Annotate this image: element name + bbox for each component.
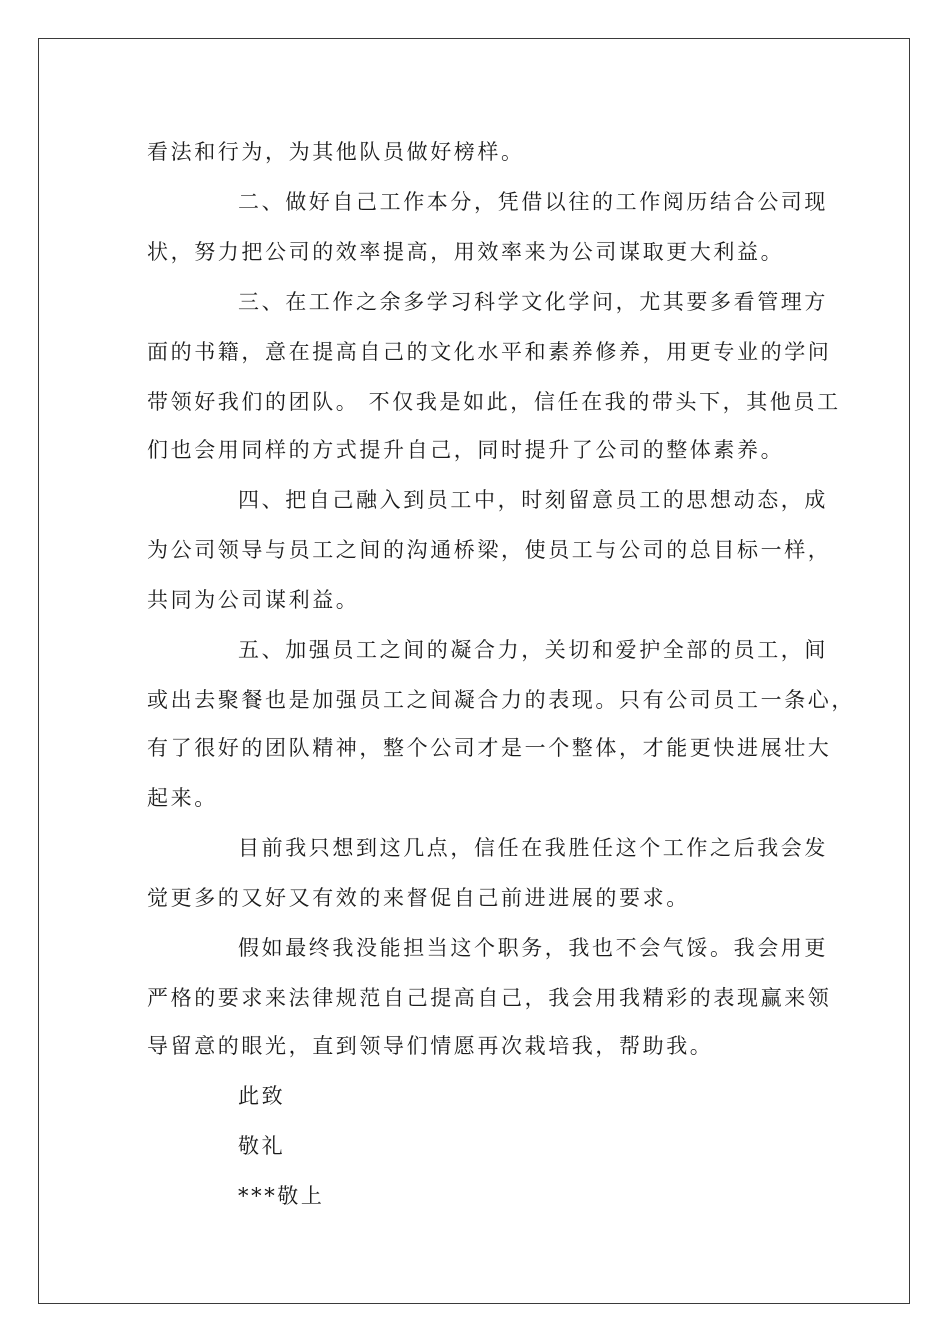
paragraph-line: 们也会用同样的方式提升自己，同时提升了公司的整体素养。	[147, 438, 785, 462]
closing-salutation: 此致	[238, 1084, 286, 1108]
page-border	[38, 38, 910, 1304]
paragraph-line: 严格的要求来法律规范自己提高自己，我会用我精彩的表现赢来领	[147, 986, 832, 1010]
paragraph-line: 为公司领导与员工之间的沟通桥梁，使员工与公司的总目标一样，	[147, 538, 832, 562]
paragraph-line: 共同为公司谋利益。	[147, 588, 360, 612]
paragraph-line: 或出去聚餐也是加强员工之间凝合力的表现。只有公司员工一条心，	[147, 688, 855, 712]
paragraph-line: 二、做好自己工作本分，凭借以往的工作阅历结合公司现	[238, 190, 828, 214]
paragraph-line: 四、把自己融入到员工中，时刻留意员工的思想动态，成	[238, 488, 828, 512]
paragraph-line: 面的书籍，意在提高自己的文化水平和素养修养，用更专业的学问	[147, 340, 832, 364]
paragraph-line: 目前我只想到这几点，信任在我胜任这个工作之后我会发	[238, 836, 828, 860]
paragraph-line: 假如最终我没能担当这个职务，我也不会气馁。我会用更	[238, 936, 828, 960]
closing-respect: 敬礼	[238, 1134, 286, 1158]
paragraph-line: 带领好我们的团队。 不仅我是如此，信任在我的带头下，其他员工	[147, 390, 841, 414]
paragraph-line: 五、加强员工之间的凝合力，关切和爱护全部的员工，间	[238, 638, 828, 662]
signature: ***敬上	[238, 1184, 325, 1208]
paragraph-line: 看法和行为，为其他队员做好榜样。	[147, 140, 525, 164]
paragraph-line: 三、在工作之余多学习科学文化学问，尤其要多看管理方	[238, 290, 828, 314]
paragraph-line: 觉更多的又好又有效的来督促自己前进进展的要求。	[147, 886, 690, 910]
paragraph-line: 状，努力把公司的效率提高，用效率来为公司谋取更大利益。	[147, 240, 785, 264]
paragraph-line: 起来。	[147, 786, 218, 810]
paragraph-line: 有了很好的团队精神，整个公司才是一个整体，才能更快进展壮大	[147, 736, 832, 760]
paragraph-line: 导留意的眼光，直到领导们情愿再次栽培我，帮助我。	[147, 1034, 714, 1058]
